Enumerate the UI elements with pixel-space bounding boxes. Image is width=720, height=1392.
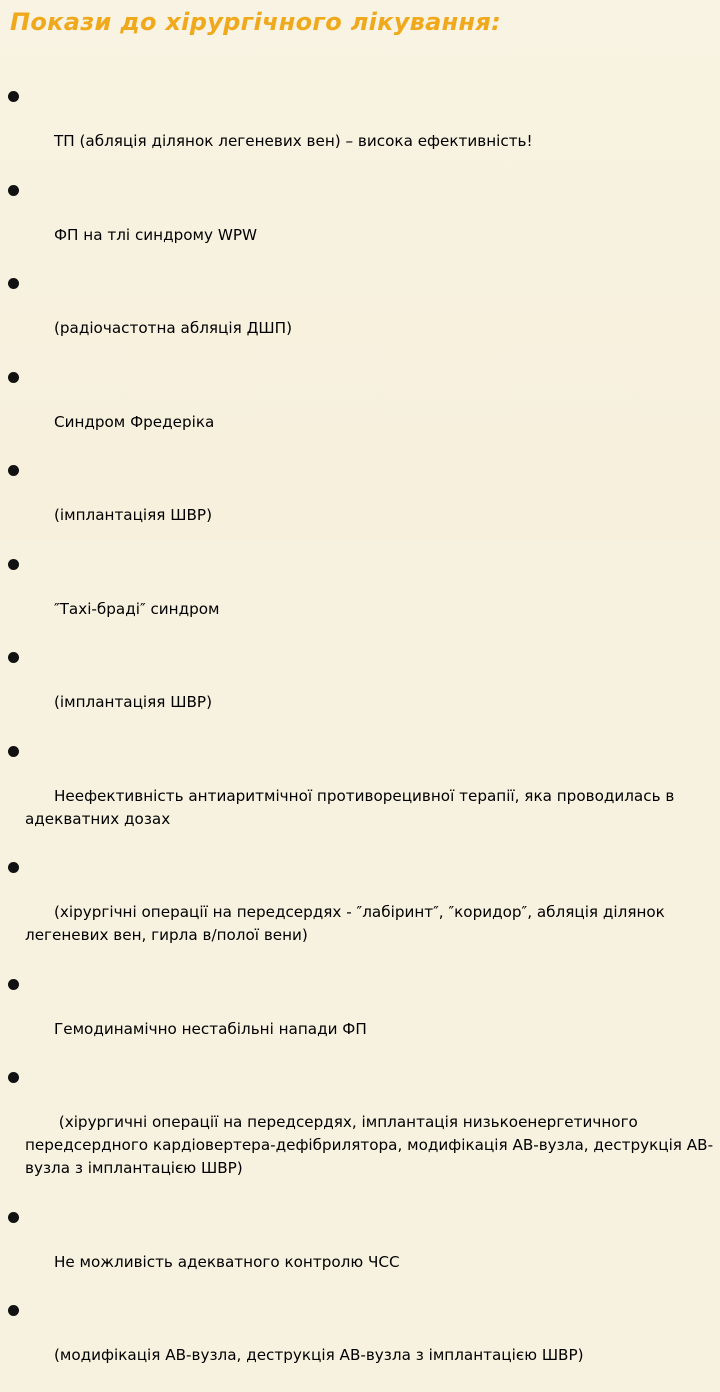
list-item-text: (імплантаціяя ШВР) (53, 693, 212, 711)
bullet-icon (8, 559, 19, 570)
bullet-icon (8, 1305, 19, 1316)
bullet-icon (8, 372, 19, 383)
list-item (8, 84, 714, 176)
list-item (8, 365, 714, 457)
list-item-text: Не можливість адекватного контролю ЧСС (53, 1252, 400, 1271)
list-item-text: ТП (абляція ділянок легеневих вен) – висока ефективність! (53, 132, 533, 150)
bullet-icon (8, 185, 19, 196)
list-item (8, 645, 714, 737)
bullet-icon (8, 1072, 19, 1083)
bullet-icon (8, 746, 19, 757)
slide-title: Покази до хірургічного лікування: (10, 8, 502, 36)
list-item (8, 552, 714, 644)
list-item-text: (хірургічні операції на передсердях - ″лабіринт″, ″коридор″, абляція ділянок легеневих вен, гирла в/полої вени) (25, 903, 670, 944)
list-item (8, 739, 714, 854)
bullet-icon (8, 278, 19, 289)
list-item-text: (модифікація АВ-вузла, деструкція АВ-вузла з імплантацією ШВР) (53, 1346, 584, 1364)
list-item-text: ФП на тлі синдрому WPW (53, 225, 258, 244)
bullet-icon (8, 91, 19, 102)
list-item (8, 271, 714, 363)
bullet-icon (8, 979, 19, 990)
bullet-icon (8, 862, 19, 873)
list-item-text: ″Тахі-браді″ синдром (53, 599, 220, 618)
list-item-text: Синдром Фредеріка (53, 412, 215, 431)
list-item-text: Неефективність антиаритмічної противорецивної терапії, яка проводилась в адекватних дозах (25, 786, 680, 828)
list-item (8, 1205, 714, 1297)
list-item-text: (імплантаціяя ШВР) (53, 506, 212, 524)
list-item (8, 178, 714, 270)
bullet-list (8, 84, 714, 1392)
list-item (8, 1298, 714, 1390)
list-item-text: (радіочастотна абляція ДШП) (53, 319, 293, 337)
bullet-icon (8, 465, 19, 476)
list-item-text: Гемодинамічно нестабільні напади ФП (53, 1019, 367, 1038)
list-item (8, 972, 714, 1064)
list-item (8, 1065, 714, 1203)
list-item (8, 458, 714, 550)
bullet-icon (8, 1212, 19, 1223)
list-item (8, 855, 714, 970)
bullet-icon (8, 652, 19, 663)
list-item-text: (хірургичні операції на передсердях, імплантація низькоенергетичного передсердного кардіовертера-дефібрилятора, модифікація АВ-вузла, деструкція АВ-вузла з імплантацією ШВР) (25, 1113, 714, 1177)
